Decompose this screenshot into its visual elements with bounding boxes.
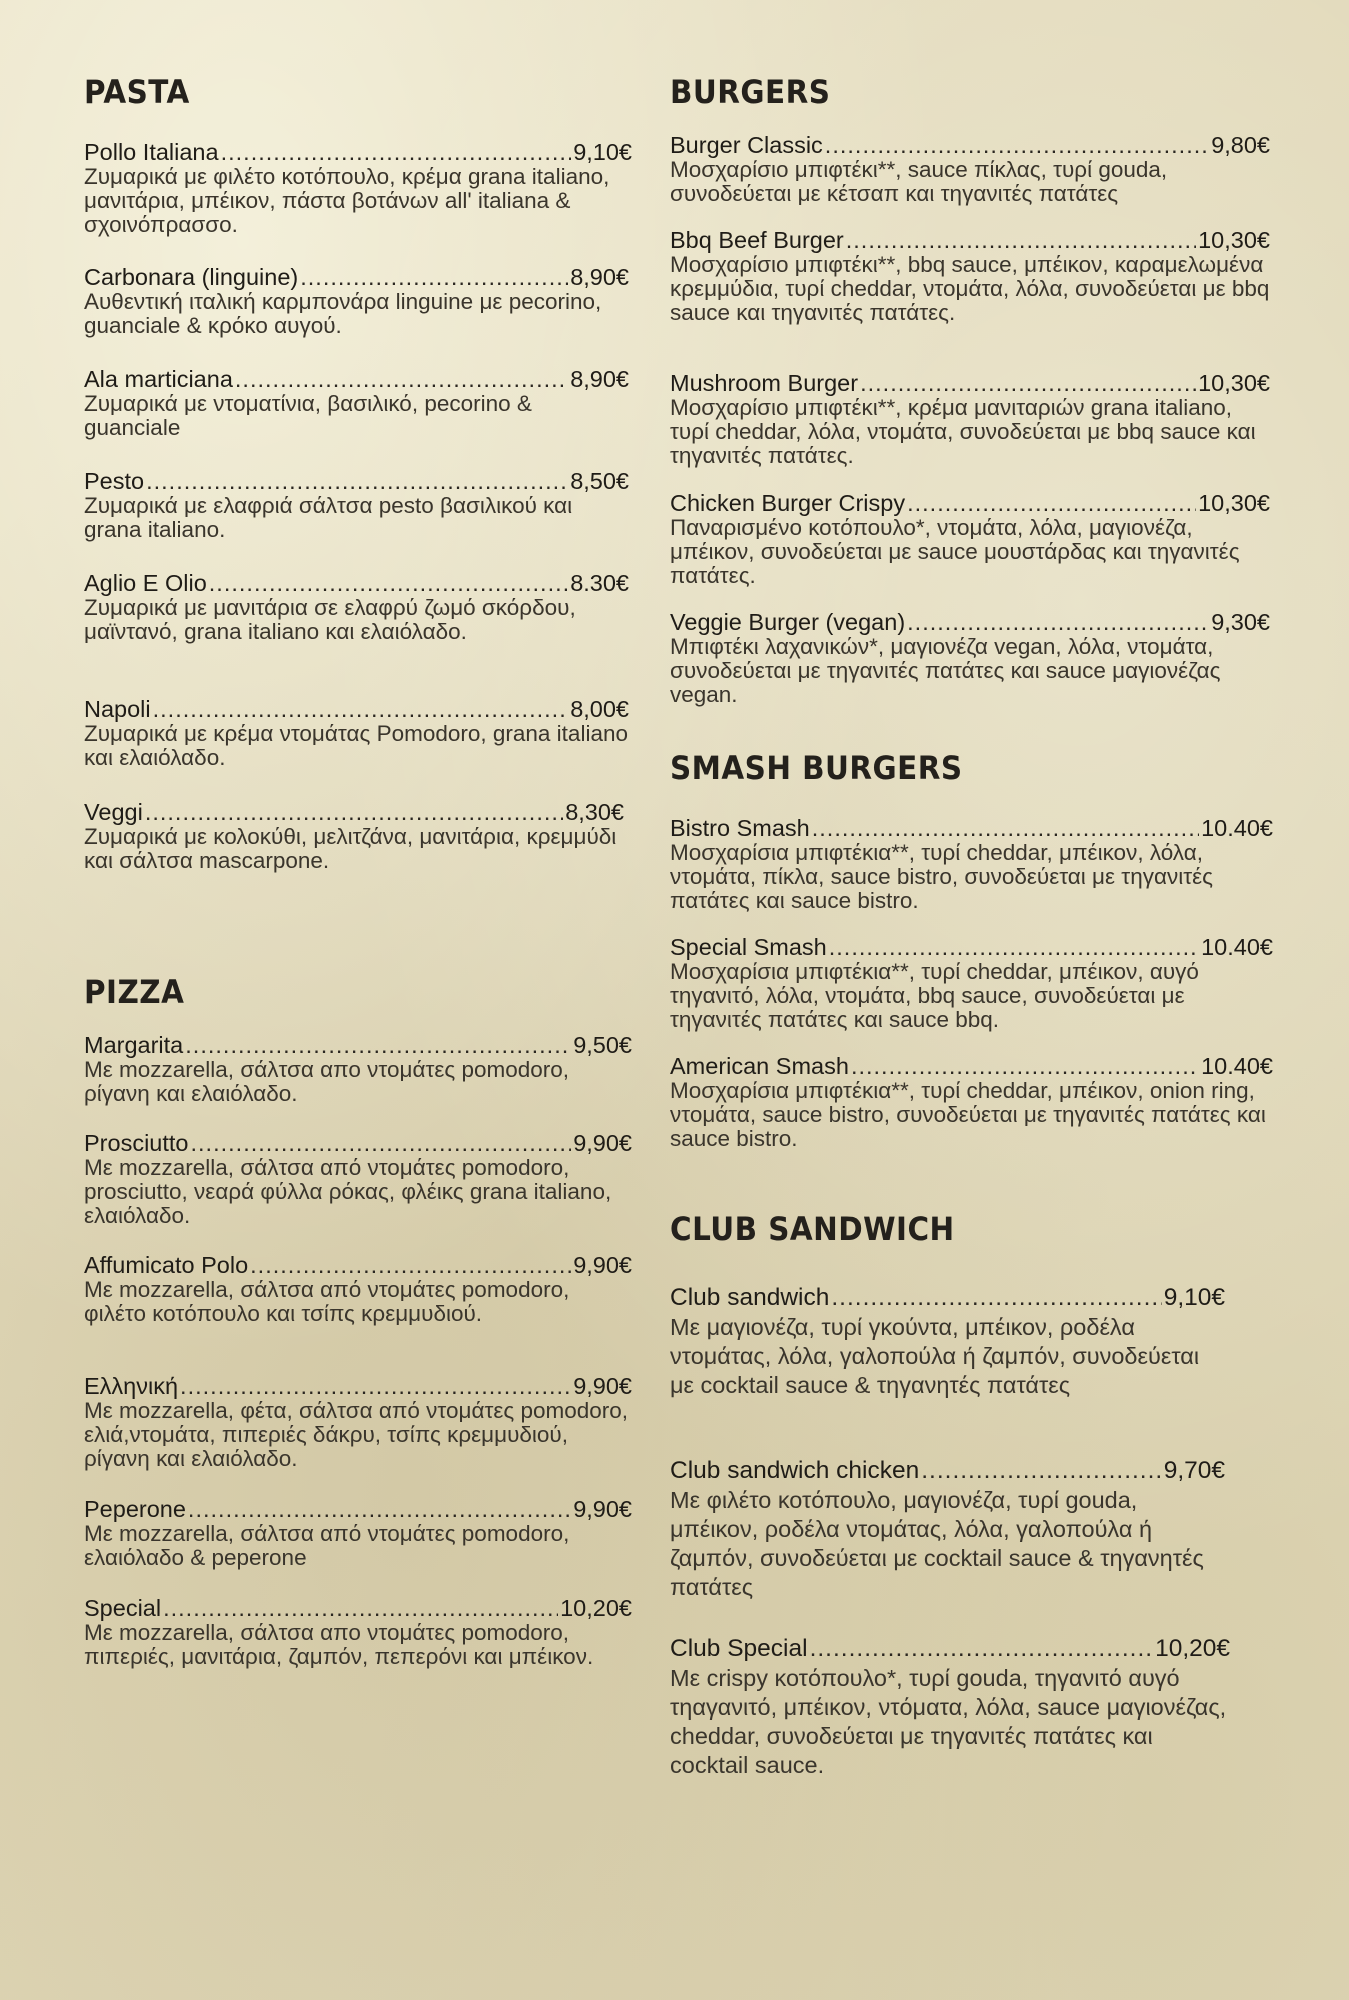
item-name: Veggie Burger (vegan) [670,609,906,635]
leader-dots [250,1253,571,1278]
menu-item-burgers-0 [670,133,1270,206]
leader-dots [221,140,572,165]
item-description: Αυθεντική ιταλική καρμπονάρα linguine με pecorino, guanciale & κρόκο αυγού. [84,289,602,338]
item-description: Ζυμαρικά με φιλέτο κοτόπουλο, κρέμα grana italiano, μανιτάρια, μπέικον, πάστα βοτάνων all' italiana & σχοινόπρασσο. [84,164,610,237]
item-name: Pollo Italiana [84,139,219,165]
item-name: Napoli [84,696,151,722]
pizza-section [84,972,634,1012]
item-name: Aglio E Olio [84,570,207,596]
leader-dots [921,1456,1161,1486]
item-price: 8,30€ [565,799,624,825]
item-name: Veggi [84,799,143,825]
item-price: 8,90€ [570,264,629,290]
leader-dots [145,800,563,825]
menu-item-smash-1 [670,935,1273,1032]
item-price: 10.40€ [1201,1053,1273,1079]
item-description: Μοσχαρίσιο μπιφτέκι**, κρέμα μανιταριών grana italiano, τυρί cheddar, λόλα, ντομάτα, συνοδεύεται με bbq sauce και τηγανιτές πατάτες. [670,395,1256,468]
leader-dots [185,1033,571,1058]
menu-item-club-2 [670,1634,1230,1780]
leader-dots [153,697,569,722]
item-name: Mushroom Burger [670,370,859,396]
item-price: 10,30€ [1198,490,1270,516]
menu-item-smash-2 [670,1054,1273,1151]
leader-dots [235,367,568,392]
item-description: Με mozzarella, σάλτσα απο ντομάτες pomodoro, πιπεριές, μανιτάρια, ζαμπόν, πεπερόνι και μπέικον. [84,1620,594,1669]
item-price: 8,00€ [570,696,629,722]
menu-item-pizza-0 [84,1033,632,1106]
leader-dots [209,571,568,596]
item-description: Ζυμαρικά με ντοματίνια, βασιλικό, pecorino & guanciale [84,391,532,440]
leader-dots [851,1054,1199,1079]
item-description: Με mozzarella, φέτα, σάλτσα από ντομάτες pomodoro, ελιά,ντομάτα, πιπεριές δάκρυ, τσίπς κρεμμυδιού, ρίγανη και ελαιόλαδο. [84,1398,629,1471]
item-name: Ala marticiana [84,366,233,392]
item-description: Με mozzarella, σάλτσα από ντομάτες pomodoro, ελαιόλαδο & peperone [84,1521,570,1570]
item-price: 8.30€ [570,570,629,596]
menu-item-burgers-2 [670,371,1270,468]
leader-dots [907,491,1196,516]
section-title-burgers: BURGERS [670,73,831,111]
burgers-section [670,72,1310,112]
item-description: Με mozzarella, σάλτσα από ντομάτες pomodoro, φιλέτο κοτόπουλο και τσίπς κρεμμυδιού. [84,1277,570,1326]
item-price: 10.40€ [1201,815,1273,841]
menu-item-club-1 [670,1456,1225,1602]
item-name: Peperone [84,1496,186,1522]
item-price: 8,90€ [570,366,629,392]
item-price: 9,10€ [573,139,632,165]
item-price: 9,90€ [573,1130,632,1156]
item-price: 9,90€ [573,1496,632,1522]
section-title-pasta: PASTA [84,73,190,111]
leader-dots [831,1283,1161,1313]
item-name: Margarita [84,1032,184,1058]
item-name: Carbonara (linguine) [84,264,299,290]
menu-item-club-0 [670,1283,1225,1400]
item-description: Με mozzarella, σάλτσα απο ντομάτες pomodoro, ρίγανη και ελαιόλαδο. [84,1057,570,1106]
leader-dots [907,610,1209,635]
item-name: Chicken Burger Crispy [670,490,906,516]
pasta-section [84,72,634,112]
item-description: Με mozzarella, σάλτσα από ντομάτες pomodoro, prosciutto, νεαρά φύλλα ρόκας, φλέικς grana italiano, ελαιόλαδο. [84,1155,612,1228]
item-description: Με μαγιονέζα, τυρί γκούντα, μπέικον, ροδέλα ντομάτας, λόλα, γαλοπούλα ή ζαμπόν, συνοδεύεται με cocktail sauce & τηγανητές πατάτες [670,1314,1200,1398]
leader-dots [188,1497,571,1522]
menu-item-pasta-0 [84,140,632,237]
item-name: Club sandwich [670,1284,830,1311]
item-name: Prosciutto [84,1130,189,1156]
menu-item-pizza-5 [84,1596,632,1669]
item-name: Affumicato Polo [84,1252,249,1278]
item-name: Pesto [84,468,145,494]
leader-dots [846,228,1196,253]
section-title-club-sandwich: CLUB SANDWICH [670,1210,955,1248]
item-price: 10,30€ [1198,370,1270,396]
item-name: Ελληνική [84,1373,179,1399]
item-price: 9,70€ [1163,1457,1225,1484]
item-name: Burger Classic [670,132,823,158]
smash-burgers-section [670,748,1310,788]
item-name: Bbq Beef Burger [670,227,844,253]
item-price: 9,10€ [1163,1284,1225,1311]
item-price: 9,80€ [1211,132,1270,158]
item-name: American Smash [670,1053,849,1079]
menu-item-pizza-1 [84,1131,632,1228]
item-price: 10.40€ [1201,934,1273,960]
menu-item-pasta-4 [84,571,629,644]
item-description: Μοσχαρίσια μπιφτέκια**, τυρί cheddar, μπέικον, onion ring, ντομάτα, sauce bistro, συνοδεύεται με τηγανιτές πατάτες και sauce bistro. [670,1078,1266,1151]
item-price: 9,90€ [573,1373,632,1399]
menu-item-burgers-3 [670,491,1270,588]
item-description: Μοσχαρίσιο μπιφτέκι**, bbq sauce, μπέικον, καραμελωμένα κρεμμύδια, τυρί cheddar, ντομάτα, λόλα, συνοδεύεται με bbq sauce και τηγανιτές πατάτες. [670,252,1270,325]
menu-item-smash-0 [670,816,1273,913]
leader-dots [825,133,1209,158]
menu-item-burgers-4 [670,610,1270,707]
menu-item-pizza-4 [84,1497,632,1570]
menu-item-pizza-3 [84,1374,632,1471]
item-price: 9,50€ [573,1032,632,1058]
item-description: Με crispy κοτόπουλο*, τυρί gouda, τηγανιτό αυγό τηαγανιτό, μπέικον, ντόματα, λόλα, sauce μαγιονέζας, cheddar, συνοδεύεται με τηγανιτές πατάτες και cocktail sauce. [670,1665,1227,1778]
menu-item-burgers-1 [670,228,1270,325]
leader-dots [146,469,568,494]
menu-item-pasta-5 [84,697,629,770]
item-name: Special [84,1595,162,1621]
leader-dots [860,371,1196,396]
item-price: 9,30€ [1211,609,1270,635]
item-description: Ζυμαρικά με κρέμα ντομάτας Pomodoro, grana italiano και ελαιόλαδο. [84,721,628,770]
item-price: 10,20€ [1155,1635,1230,1662]
leader-dots [163,1596,558,1621]
item-name: Bistro Smash [670,815,810,841]
item-description: Ζυμαρικά με ελαφριά σάλτσα pesto βασιλικού και grana italiano. [84,493,573,542]
leader-dots [829,935,1199,960]
item-price: 9,90€ [573,1252,632,1278]
menu-item-pasta-1 [84,265,629,338]
leader-dots [180,1374,571,1399]
item-name: Special Smash [670,934,827,960]
item-description: Μοσχαρίσια μπιφτέκια**, τυρί cheddar, μπέικον, αυγό τηγανιτό, λόλα, ντομάτα, bbq sauce, συνοδεύεται με τηγανιτές πατάτες και sauce bbq. [670,959,1199,1032]
item-price: 10,20€ [560,1595,632,1621]
item-description: Μοσχαρίσια μπιφτέκια**, τυρί cheddar, μπέικον, λόλα, ντομάτα, πίκλα, sauce bistro, συνοδεύεται με τηγανιτές πατάτες και sauce bistro. [670,840,1213,913]
menu-item-pasta-3 [84,469,629,542]
item-description: Μοσχαρίσιο μπιφτέκι**, sauce πίκλας, τυρί gouda, συνοδεύεται με κέτσαπ και τηγανιτές πατάτες [670,157,1168,206]
item-description: Μπιφτέκι λαχανικών*, μαγιονέζα vegan, λόλα, ντομάτα, συνοδεύεται με τηγανιτές πατάτες και sauce μαγιονέζας vegan. [670,634,1221,707]
leader-dots [812,816,1199,841]
item-name: Club Special [670,1635,808,1662]
item-description: Ζυμαρικά με μανιτάρια σε ελαφρύ ζωμό σκόρδου, μαϊντανό, grana italiano και ελαιόλαδο. [84,595,576,644]
item-description: Παναρισμένο κοτόπουλο*, ντομάτα, λόλα, μαγιονέζα, μπέικον, συνοδεύεται με sauce μουστάρδας και τηγανιτές πατάτες. [670,515,1240,588]
item-name: Club sandwich chicken [670,1457,920,1484]
leader-dots [191,1131,572,1156]
menu-item-pizza-2 [84,1253,632,1326]
leader-dots [810,1634,1154,1664]
menu-item-pasta-6 [84,800,624,873]
item-description: Ζυμαρικά με κολοκύθι, μελιτζάνα, μανιτάρια, κρεμμύδι και σάλτσα mascarpone. [84,824,617,873]
menu-item-pasta-2 [84,367,629,440]
item-price: 10,30€ [1198,227,1270,253]
section-title-pizza: PIZZA [84,973,185,1011]
item-price: 8,50€ [570,468,629,494]
item-description: Με φιλέτο κοτόπουλο, μαγιονέζα, τυρί gouda, μπέικον, ροδέλα ντομάτας, λόλα, γαλοπούλα ή ζαμπόν, συνοδεύεται με cocktail sauce & τηγανητές πατάτες [670,1487,1204,1600]
club-sandwich-section [670,1209,1310,1249]
section-title-smash-burgers: SMASH BURGERS [670,749,963,787]
leader-dots [300,265,568,290]
